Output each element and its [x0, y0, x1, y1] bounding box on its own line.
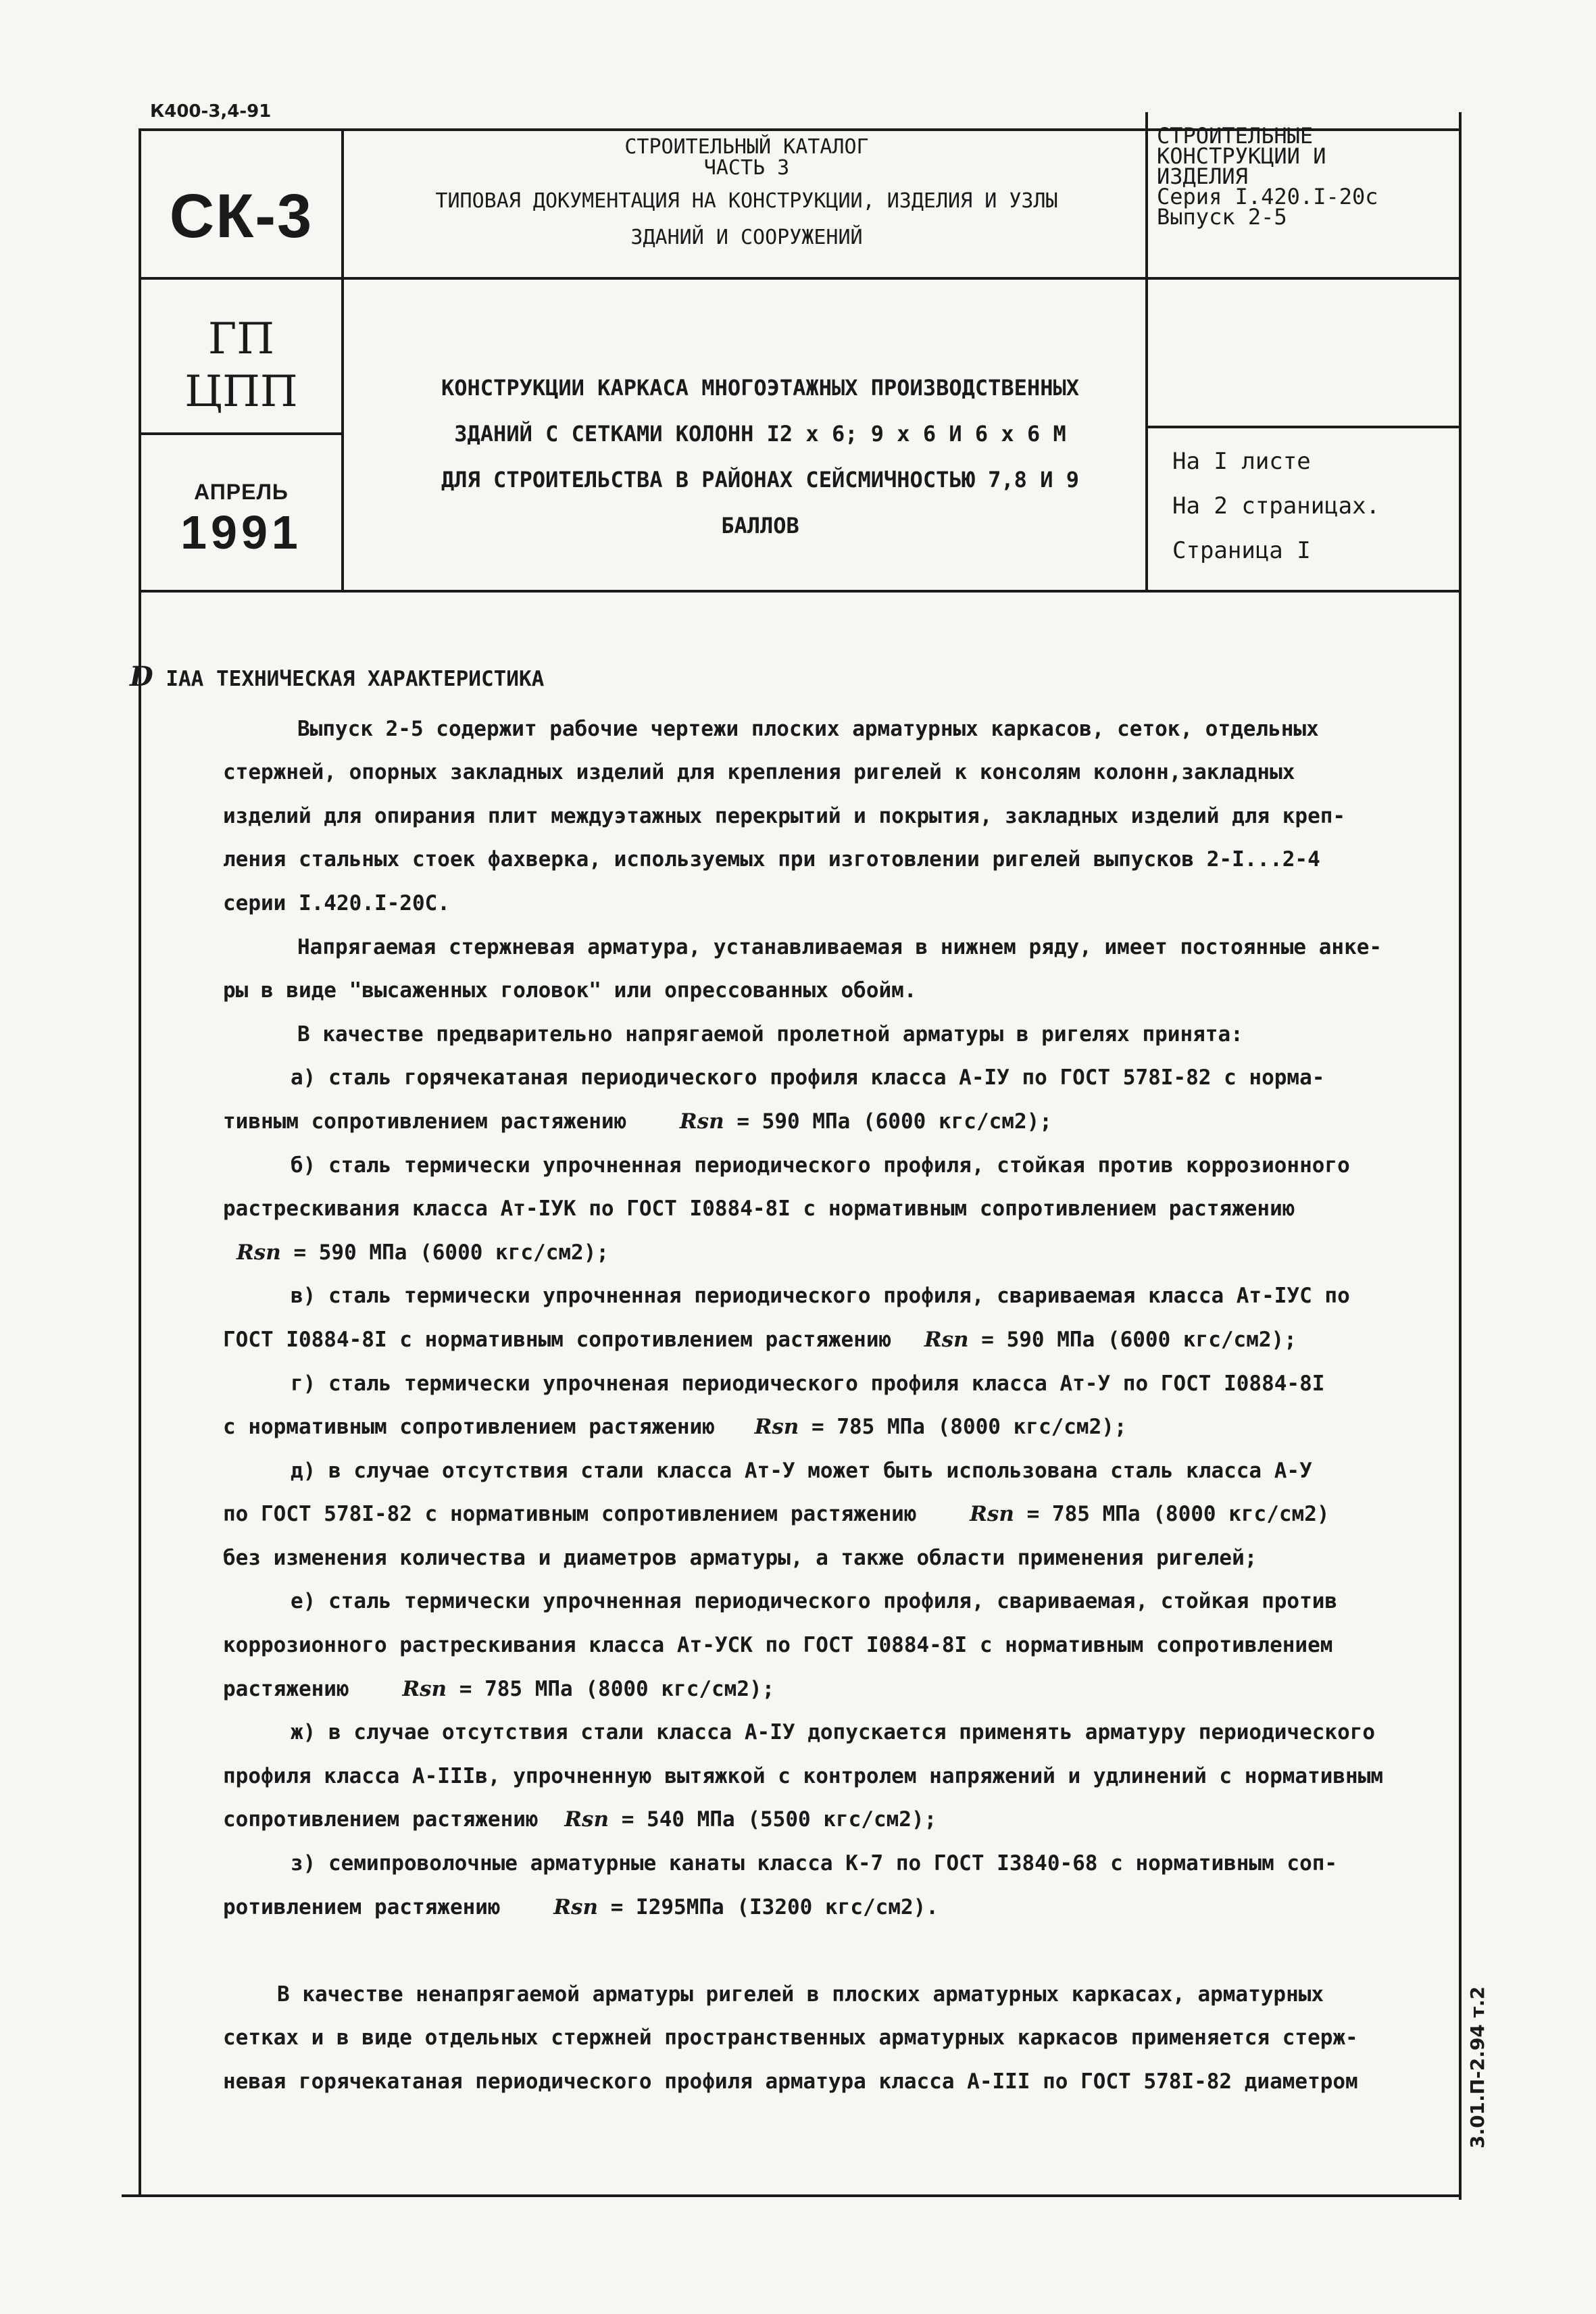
- body-line: серии I.420.I-20С.: [223, 890, 450, 915]
- body-line: [135, 1929, 1460, 1973]
- body-line: д) в случае отсутствия стали класса Ат-У может быть использована сталь класса А-У: [291, 1458, 1312, 1483]
- title-line-3: ДЛЯ СТРОИТЕЛЬСТВА В РАЙОНАХ СЕЙСМИЧНОСТЬЮ 7,8 И 9: [441, 467, 1079, 493]
- body-line: Выпуск 2-5 содержит рабочие чертежи плоских арматурных каркасов, сеток, отдельных: [297, 716, 1319, 741]
- body-text: [135, 663, 1460, 2104]
- body-line: г) сталь термически упрочненая периодического профиля класса Ат-У по ГОСТ I0884-8I: [291, 1371, 1325, 1396]
- title-line-2: ЗДАНИЙ С СЕТКАМИ КОЛОНН I2 x 6; 9 x 6 И 6 x 6 М: [454, 421, 1066, 447]
- page-number: Страница I: [1172, 537, 1311, 564]
- body-line: [135, 1798, 1460, 1842]
- series-line-1: СТРОИТЕЛЬНЫЕ: [1157, 123, 1314, 149]
- rsn-symbol: Rsn: [402, 1676, 447, 1701]
- body-line: а) сталь горячекатаная периодического профиля класса А-IУ по ГОСТ 578I-82 с норма-: [291, 1065, 1325, 1090]
- body-line-text: тивным сопротивлением растяжению: [223, 1109, 627, 1134]
- body-line: коррозионного растрескивания класса Ат-УСК по ГОСТ I0884-8I с нормативным сопротивлением: [223, 1633, 1333, 1658]
- body-line: растрескивания класса Ат-IУК по ГОСТ I0884-8I с нормативным сопротивлением растяжению: [223, 1197, 1295, 1222]
- body-line: ж) в случае отсутствия стали класса А-IУ допускается применять арматуру периодического: [291, 1720, 1376, 1745]
- series-block: [1157, 123, 1508, 230]
- body-line: без изменения количества и диаметров арматуры, а также области применения ригелей;: [223, 1545, 1257, 1570]
- value-590: = 590 МПа (6000 кгс/см2);: [737, 1109, 1052, 1134]
- body-line: в) сталь термически упрочненная периодического профиля, свариваемая класса Ат-IУС по: [291, 1284, 1350, 1309]
- series-line-4: Серия I.420.I-20с: [1157, 184, 1378, 209]
- issue-month: АПРЕЛЬ: [194, 480, 289, 504]
- value-540: = 540 МПа (5500 кгс/см2);: [621, 1807, 937, 1832]
- catalog-line-1: СТРОИТЕЛЬНЫЙ КАТАЛОГ: [624, 135, 869, 159]
- organization-line-1: ГП: [207, 314, 275, 364]
- rsn-symbol: Rsn: [564, 1807, 609, 1832]
- stamp-row-line-1: [139, 277, 1462, 280]
- stamp-divider-1: [341, 128, 344, 590]
- section-heading-text: ІАА ТЕХНИЧЕСКАЯ ХАРАКТЕРИСТИКА: [166, 667, 545, 691]
- series-line-3: ИЗДЕЛИЯ: [1157, 164, 1248, 189]
- document-title: [378, 365, 1142, 549]
- body-line: сетках и в виде отдельных стержней пространственных арматурных каркасов применяется стерж-: [223, 2026, 1358, 2051]
- body-line-text: с нормативным сопротивлением растяжению: [223, 1415, 715, 1440]
- body-line-text: сопротивлением растяжению: [223, 1807, 539, 1832]
- title-line-4: БАЛЛОВ: [721, 513, 799, 538]
- body-line: б) сталь термически упрочненная периодического профиля, стойкая против коррозионного: [291, 1153, 1350, 1178]
- body-line-text: = 590 МПа (6000 кгс/см2);: [293, 1240, 609, 1265]
- value-1295: = I295МПа (I3200 кгс/см2).: [610, 1894, 939, 1919]
- body-line: [135, 1231, 1460, 1275]
- sheet-count: На I листе: [1172, 448, 1311, 475]
- issue-year: 1991: [180, 506, 302, 559]
- body-line: [135, 1405, 1460, 1449]
- series-line-2: КОНСТРУКЦИИ И: [1157, 143, 1326, 169]
- catalog-line-3: ТИПОВАЯ ДОКУМЕНТАЦИЯ НА КОНСТРУКЦИИ, ИЗДЕЛИЯ И УЗЛЫ: [435, 189, 1058, 213]
- body-line: [135, 1100, 1460, 1144]
- rsn-symbol: Rsn: [924, 1327, 969, 1352]
- catalog-line-2: ЧАСТЬ 3: [703, 156, 790, 180]
- body-line: стержней, опорных закладных изделий для крепления ригелей к консолям колонн,закладных: [223, 760, 1295, 785]
- stamp-row-line-3: [1145, 426, 1462, 428]
- body-line: изделий для опирания плит междуэтажных перекрытий и покрытия, закладных изделий для креп-: [223, 803, 1346, 828]
- frame-bottom-line: [122, 2194, 1462, 2197]
- body-line: [135, 663, 1460, 707]
- value-590b: = 590 МПа (6000 кгс/см2);: [981, 1327, 1297, 1352]
- body-line: е) сталь термически упрочненная периодического профиля, свариваемая, стойкая против: [291, 1589, 1338, 1614]
- rsn-symbol: Rsn: [553, 1894, 599, 1919]
- body-line-text: растяжению: [223, 1676, 349, 1701]
- catalog-heading: [348, 135, 1145, 250]
- value-785c: = 785 МПа (8000 кгс/см2);: [459, 1676, 775, 1701]
- value-785: = 785 МПа (8000 кгс/см2);: [812, 1415, 1127, 1440]
- catalog-code: СК-3: [169, 182, 314, 251]
- series-line-5: Выпуск 2-5: [1157, 204, 1287, 230]
- rsn-symbol: Rsn: [970, 1502, 1014, 1527]
- rsn-symbol: Rsn: [754, 1415, 799, 1440]
- body-line: невая горячекатаная периодического профиля арматура класса А-III по ГОСТ 578I-82 диаметром: [223, 2069, 1358, 2094]
- stamp-bottom-line: [139, 590, 1462, 593]
- body-line: Напрягаемая стержневая арматура, устанавливаемая в нижнем ряду, имеет постоянные анке-: [297, 934, 1382, 959]
- body-line: ления стальных стоек фахверка, используемых при изготовлении ригелей выпусков 2-I...2-4: [223, 847, 1320, 872]
- stamp-row-line-2: [139, 432, 341, 435]
- document-code: К400-3,4-91: [150, 101, 272, 122]
- body-line: ры в виде "высаженных головок" или опрессованных обойм.: [223, 978, 917, 1003]
- body-line: профиля класса А-IIIв, упрочненную вытяжкой с контролем напряжений и удлинений с нормативным: [223, 1763, 1384, 1788]
- rsn-symbol: Rsn: [236, 1240, 281, 1265]
- body-line: В качестве ненапрягаемой арматуры ригелей в плоских арматурных каркасах, арматурных: [277, 1982, 1324, 2007]
- catalog-line-4: ЗДАНИЙ И СООРУЖЕНИЙ: [630, 226, 863, 249]
- body-line: [135, 1667, 1460, 1711]
- title-line-1: КОНСТРУКЦИИ КАРКАСА МНОГОЭТАЖНЫХ ПРОИЗВОДСТВЕННЫХ: [441, 375, 1079, 401]
- body-line: В качестве предварительно напрягаемой пролетной арматуры в ригелях принята:: [297, 1022, 1243, 1047]
- side-code: 3.01.П-2.94 т.2: [1466, 1986, 1489, 2148]
- body-line-text: по ГОСТ 578I-82 с нормативным сопротивлением растяжению: [223, 1502, 917, 1527]
- body-line: [135, 1886, 1460, 1930]
- stamp-divider-2: [1145, 112, 1148, 592]
- body-line: [135, 1318, 1460, 1362]
- body-line: [135, 1492, 1460, 1536]
- rsn-symbol: Rsn: [679, 1109, 724, 1134]
- body-line-text: ГОСТ I0884-8I с нормативным сопротивлением растяжению: [223, 1327, 892, 1352]
- body-line-text: ротивлением растяжению: [223, 1894, 501, 1919]
- section-mark: D: [130, 661, 153, 693]
- organization-line-2: ЦПП: [184, 367, 298, 417]
- sheet-info: [1172, 439, 1380, 573]
- body-line: з) семипроволочные арматурные канаты класса К-7 по ГОСТ I3840-68 с нормативным соп-: [291, 1851, 1338, 1876]
- value-785b: = 785 МПа (8000 кгс/см2): [1026, 1502, 1330, 1527]
- page-count: На 2 страницах.: [1172, 493, 1380, 520]
